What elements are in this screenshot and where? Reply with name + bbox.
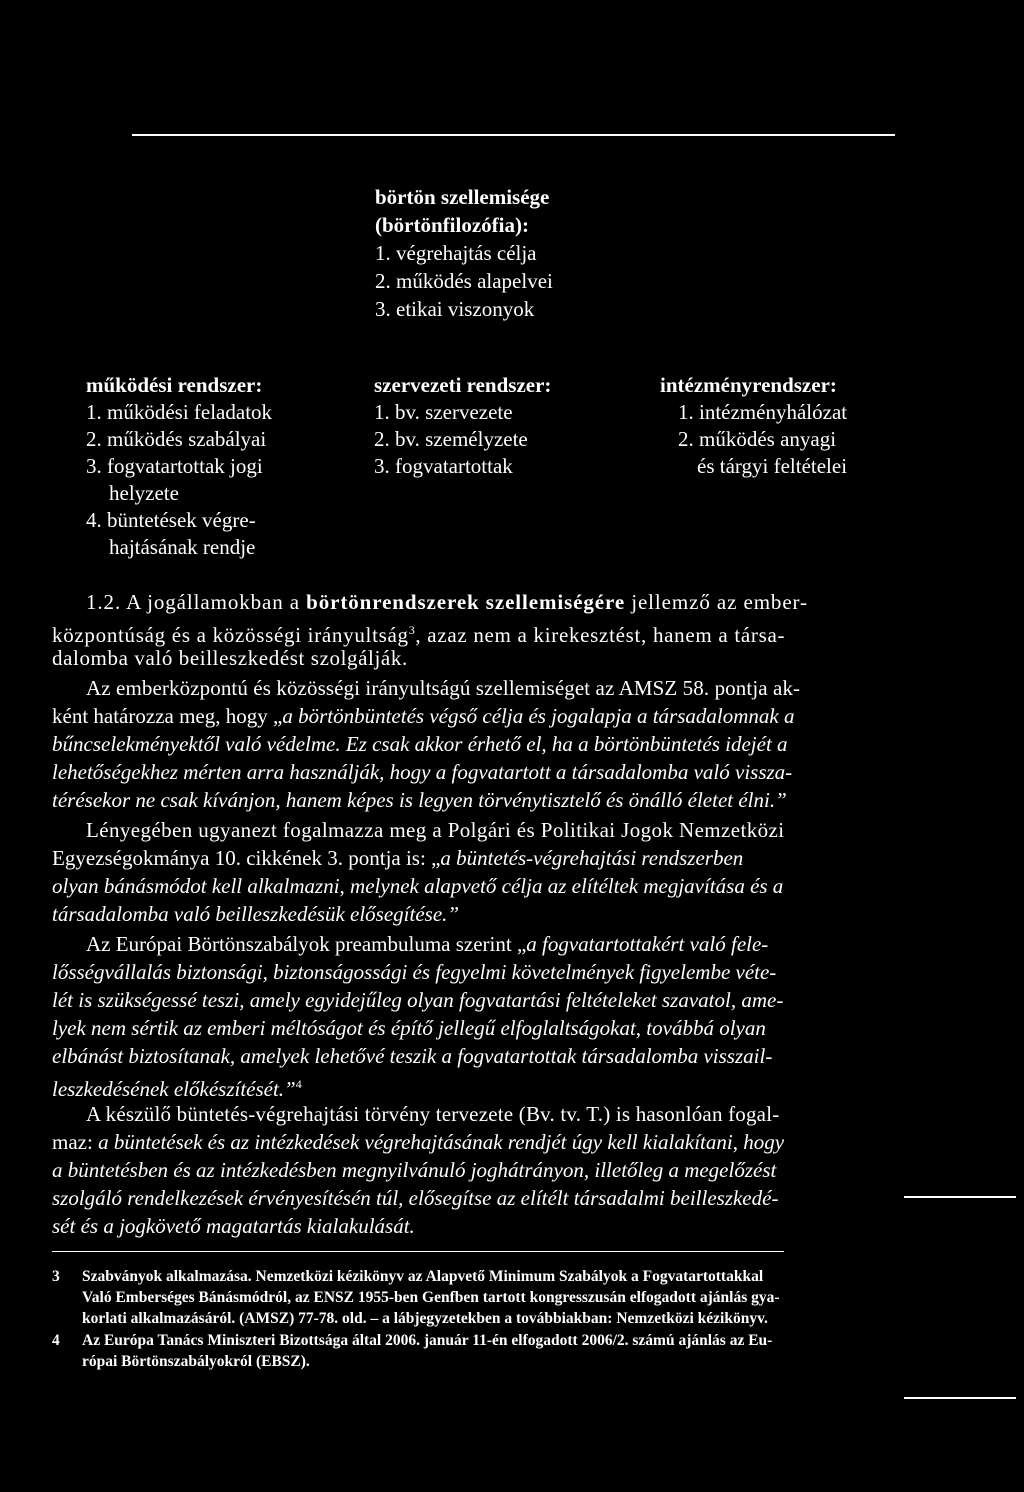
paragraph-line	[52, 702, 794, 730]
operational-item: 2. működés szabályai	[86, 427, 267, 451]
paragraph-line	[52, 1184, 778, 1212]
quote-text: olyan bánásmódot kell alkalmazni, melynek alapvető célja az elítéltek megjavítása és a	[52, 874, 784, 898]
text-run: Az Európai Börtönszabályok preambuluma szerint „	[86, 932, 527, 956]
philosophy-item: 1. végrehajtás célja	[375, 241, 537, 265]
quote-text: bűncselekményektől való védelme. Ez csak akkor érhető el, ha a börtönbüntetés idejét a	[52, 732, 788, 756]
institutional-item: és tárgyi feltételei	[697, 454, 848, 478]
text-run: központúság és a közösségi irányultság	[52, 623, 409, 647]
operational-item: hajtásának rendje	[109, 535, 256, 559]
paragraph-line	[52, 1070, 302, 1103]
organizational-item: 1. bv. szervezete	[374, 400, 513, 424]
margin-rule	[904, 1196, 1016, 1198]
operational-item: helyzete	[109, 481, 179, 505]
quote-text: a börtönbüntetés végső célja és jogalapja a társadalomnak a	[282, 704, 795, 728]
operational-item: 3. fogvatartottak jogi	[86, 454, 263, 478]
footnote-ref-4[interactable]: 4	[295, 1077, 302, 1091]
philosophy-item: 2. működés alapelvei	[375, 269, 553, 293]
operational-system-title: működési rendszer:	[86, 373, 263, 397]
paragraph-line	[52, 730, 788, 758]
paragraph-line	[52, 1156, 776, 1184]
organizational-system-title: szervezeti rendszer:	[374, 373, 552, 397]
footnote-number: 4	[52, 1332, 60, 1349]
paragraph-line: Az emberközpontú és közösségi irányultságú szellemiséget az AMSZ 58. pontja ak-	[86, 676, 801, 700]
paragraph-line	[52, 1212, 415, 1240]
philosophy-subtitle: (börtönfilozófia):	[375, 213, 529, 237]
quote-text: lyek nem sértik az emberi méltóságot és építő jellegű elfoglaltságokat, továbbá olyan	[52, 1016, 766, 1040]
paragraph-line	[52, 844, 743, 872]
paragraph-line	[86, 930, 768, 958]
quote-text: a büntetés-végrehajtási rendszerben	[440, 846, 744, 870]
quote-text: társadalomba való beilleszkedésük elősegítése.”	[52, 902, 460, 926]
bold-term: börtönrendszerek szellemiségére	[306, 590, 626, 614]
institutional-item: 1. intézményhálózat	[678, 400, 848, 424]
quote-text: a fogvatartottakért való fele-	[526, 932, 769, 956]
philosophy-item: 3. etikai viszonyok	[375, 297, 535, 321]
quote-text: elbánást biztosítanak, amelyek lehetővé teszik a fogvatartottak társadalomba visszail-	[52, 1044, 773, 1068]
institutional-item: 2. működés anyagi	[678, 427, 837, 451]
text-run: , azaz nem a kirekesztést, hanem a társa-	[415, 623, 786, 647]
footnote-line: Az Európa Tanács Miniszteri Bizottsága által 2006. január 11-én elfogadott 2006/2. számú ajánlás az Eu-	[82, 1332, 773, 1349]
top-rule	[132, 134, 895, 136]
text-run: Egyezségokmánya 10. cikkének 3. pontja is: „	[52, 846, 441, 870]
footnote-ref-3[interactable]: 3	[408, 623, 416, 637]
footnote-line: Való Emberséges Bánásmódról, az ENSZ 1955-ben Genfben tartott kongresszusán elfogadott ajánlás gya-	[82, 1289, 780, 1306]
quote-text: a büntetések és az intézkedések végrehajtásának rendjét úgy kell kialakítani, hogy	[98, 1130, 785, 1154]
organizational-item: 3. fogvatartottak	[374, 454, 513, 478]
footnote-separator	[52, 1251, 784, 1252]
paragraph-line: A készülő büntetés-végrehajtási törvény tervezete (Bv. tv. T.) is hasonlóan fogal-	[86, 1102, 780, 1126]
quote-text: sét és a jogkövető magatartás kialakulását.	[52, 1214, 415, 1238]
paragraph-line	[52, 1042, 772, 1070]
quote-text: lősségvállalás biztonsági, biztonságossági és fegyelmi követelmények figyelembe véte-	[52, 960, 777, 984]
quote-text: a büntetésben és az intézkedésben megnyilvánuló joghátrányon, illetőleg a megelőzést	[52, 1158, 777, 1182]
margin-rule	[904, 1397, 1016, 1399]
paragraph-line	[52, 872, 783, 900]
quote-text: térésekor ne csak kívánjon, hanem képes is legyen törvénytisztelő és önálló életet élni.”	[52, 788, 787, 812]
paragraph-line	[52, 986, 783, 1014]
footnote-number: 3	[52, 1268, 60, 1285]
text-run: jellemző az ember-	[625, 590, 808, 614]
text-run: ként határozza meg, hogy „	[52, 704, 283, 728]
quote-text: szolgáló rendelkezések érvényesítésén túl, elősegítse az elítélt társadalmi beilleszkedé-	[52, 1186, 779, 1210]
paragraph-line: dalomba való beilleszkedést szolgálják.	[52, 646, 408, 670]
text-run: maz:	[52, 1130, 99, 1154]
institutional-system-title: intézményrendszer:	[660, 373, 837, 397]
paragraph-line	[52, 1128, 784, 1156]
footnote-line: korlati alkalmazásáról. (AMSZ) 77-78. old. – a lábjegyzetekben a továbbiakban: Nemzetközi kézikönyv.	[82, 1310, 768, 1327]
paragraph-line	[52, 786, 787, 814]
paragraph-line	[52, 1014, 766, 1042]
footnote-line: Szabványok alkalmazása. Nemzetközi kézikönyv az Alapvető Minimum Szabályok a Fogvatartottakkal	[82, 1268, 764, 1285]
paragraph-line	[86, 588, 808, 616]
philosophy-title: börtön szellemisége	[375, 185, 550, 209]
footnote-line: rópai Börtönszabályokról (EBSZ).	[82, 1353, 310, 1370]
paragraph-line	[52, 758, 792, 786]
quote-text: lét is szükségessé teszi, amely egyidejűleg olyan fogvatartási feltételeket szavatol, ame-	[52, 988, 784, 1012]
paragraph-line	[52, 958, 776, 986]
operational-item: 1. működési feladatok	[86, 400, 273, 424]
paragraph-line: Lényegében ugyanezt fogalmazza meg a Polgári és Politikai Jogok Nemzetközi	[86, 818, 785, 842]
operational-item: 4. büntetések végre-	[86, 508, 256, 532]
organizational-item: 2. bv. személyzete	[374, 427, 528, 451]
text-run: 1.2. A jogállamokban a	[86, 590, 307, 614]
quote-text: lehetőségekhez mérten arra használják, hogy a fogvatartott a társadalomba való vissza-	[52, 760, 793, 784]
quote-text: leszkedésének előkészítését.”	[52, 1077, 296, 1101]
paragraph-line	[52, 900, 459, 928]
